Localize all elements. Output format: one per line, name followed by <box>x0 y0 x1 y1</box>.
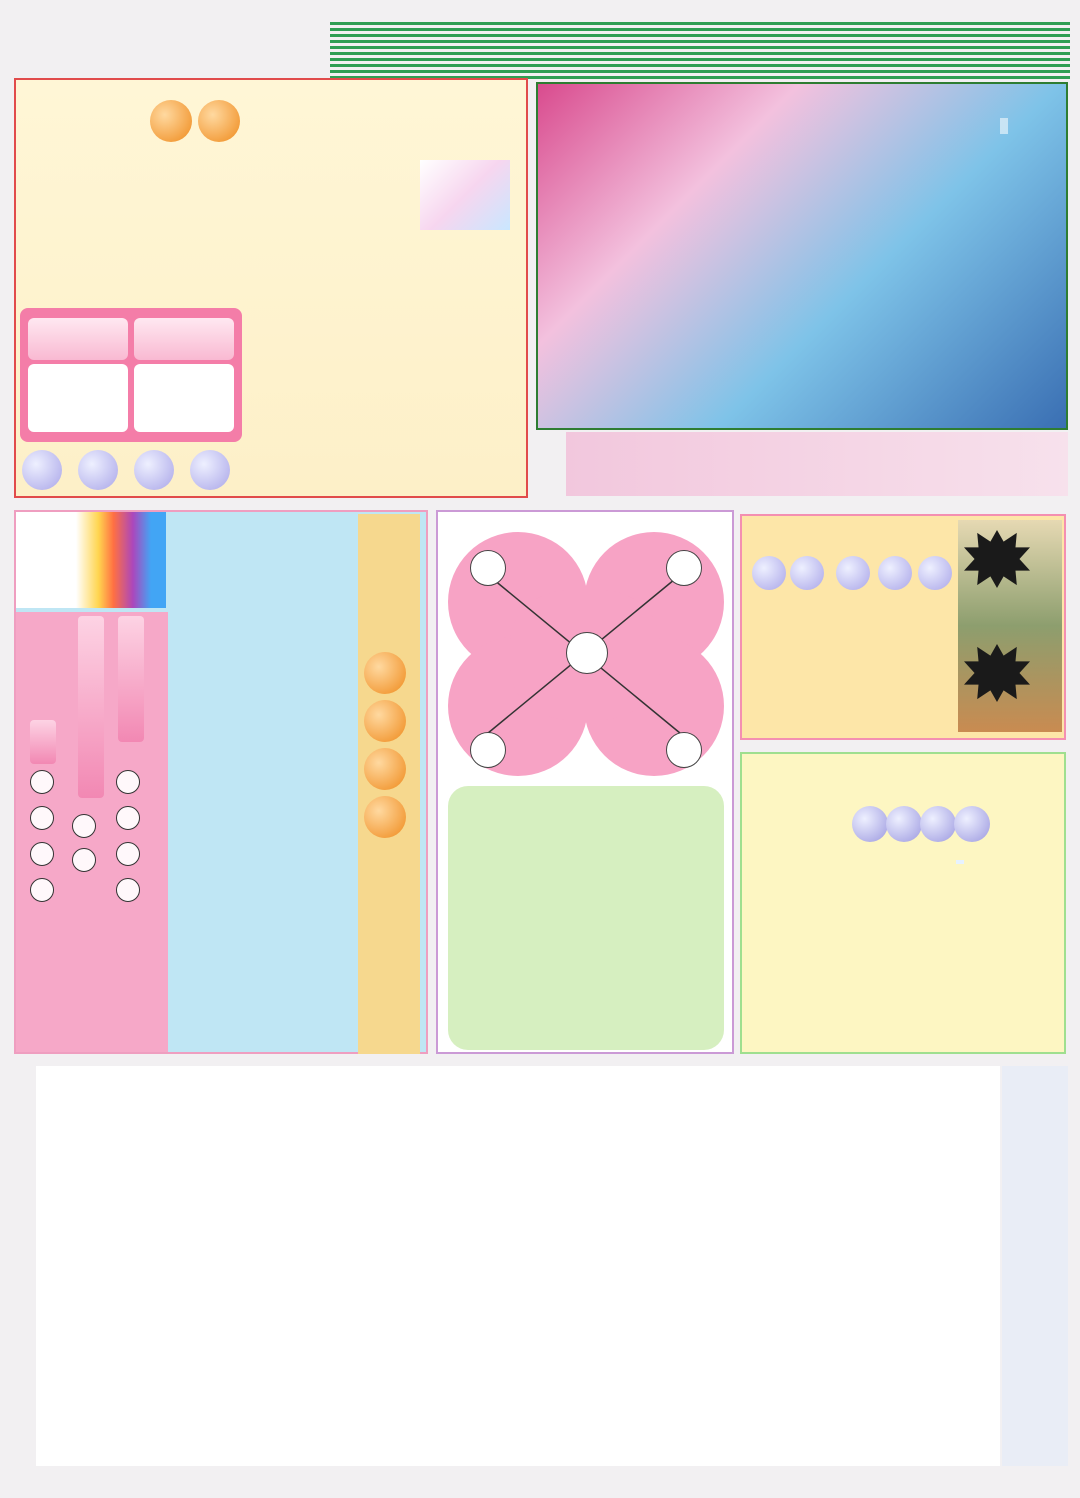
extra-ball-3 <box>134 450 174 490</box>
guanyin-animal-3 <box>836 556 870 590</box>
header-stripes <box>330 22 1070 80</box>
total-label <box>28 318 128 360</box>
zodiac-tr <box>666 550 702 586</box>
trend-chart-svg <box>36 1066 1000 1466</box>
special-value <box>134 364 234 432</box>
mid-number-2 <box>72 848 96 872</box>
left-number-4 <box>30 878 54 902</box>
tuo-label <box>30 720 56 764</box>
special-ball-4 <box>954 806 990 842</box>
special-ball-1 <box>852 806 888 842</box>
combo-pair-label <box>78 616 104 798</box>
total-value <box>28 364 128 432</box>
right-number-2 <box>116 806 140 830</box>
zodiac-center <box>566 632 608 674</box>
hold-ball-1 <box>364 652 406 694</box>
attack-ball-1 <box>150 100 192 142</box>
hold-ball-4 <box>364 796 406 838</box>
extra-ball-2 <box>78 450 118 490</box>
special-strategy-badge <box>956 860 964 864</box>
trend-chart-title <box>1002 1066 1068 1466</box>
left-number-3 <box>30 842 54 866</box>
last-result-bar <box>566 432 1068 496</box>
left-number-1 <box>30 770 54 794</box>
flat-code-label <box>118 616 144 742</box>
hold-ball-3 <box>364 748 406 790</box>
hold-ball-2 <box>364 700 406 742</box>
logo-panel <box>536 82 1068 430</box>
left-number-2 <box>30 806 54 830</box>
zodiac-br <box>666 732 702 768</box>
right-number-4 <box>116 878 140 902</box>
special-ball-2 <box>886 806 922 842</box>
guanyin-animal-1 <box>752 556 786 590</box>
trend-chart <box>36 1066 1000 1466</box>
rainbow-header <box>16 512 166 608</box>
guanyin-animal-5 <box>918 556 952 590</box>
zodiac-bl <box>470 732 506 768</box>
extra-ball-1 <box>22 450 62 490</box>
guanyin-animal-4 <box>878 556 912 590</box>
bold-attack-text <box>26 152 516 302</box>
mid-number-1 <box>72 814 96 838</box>
special-ball-3 <box>920 806 956 842</box>
guanyin-animal-2 <box>790 556 824 590</box>
attack-ball-2 <box>198 100 240 142</box>
special-label <box>134 318 234 360</box>
poem-panel <box>448 786 724 1050</box>
special-code-panel <box>740 752 1066 1054</box>
right-number-3 <box>116 842 140 866</box>
zodiac-tl <box>470 550 506 586</box>
right-number-1 <box>116 770 140 794</box>
extra-ball-4 <box>190 450 230 490</box>
logo-side-scroll <box>1000 118 1008 134</box>
